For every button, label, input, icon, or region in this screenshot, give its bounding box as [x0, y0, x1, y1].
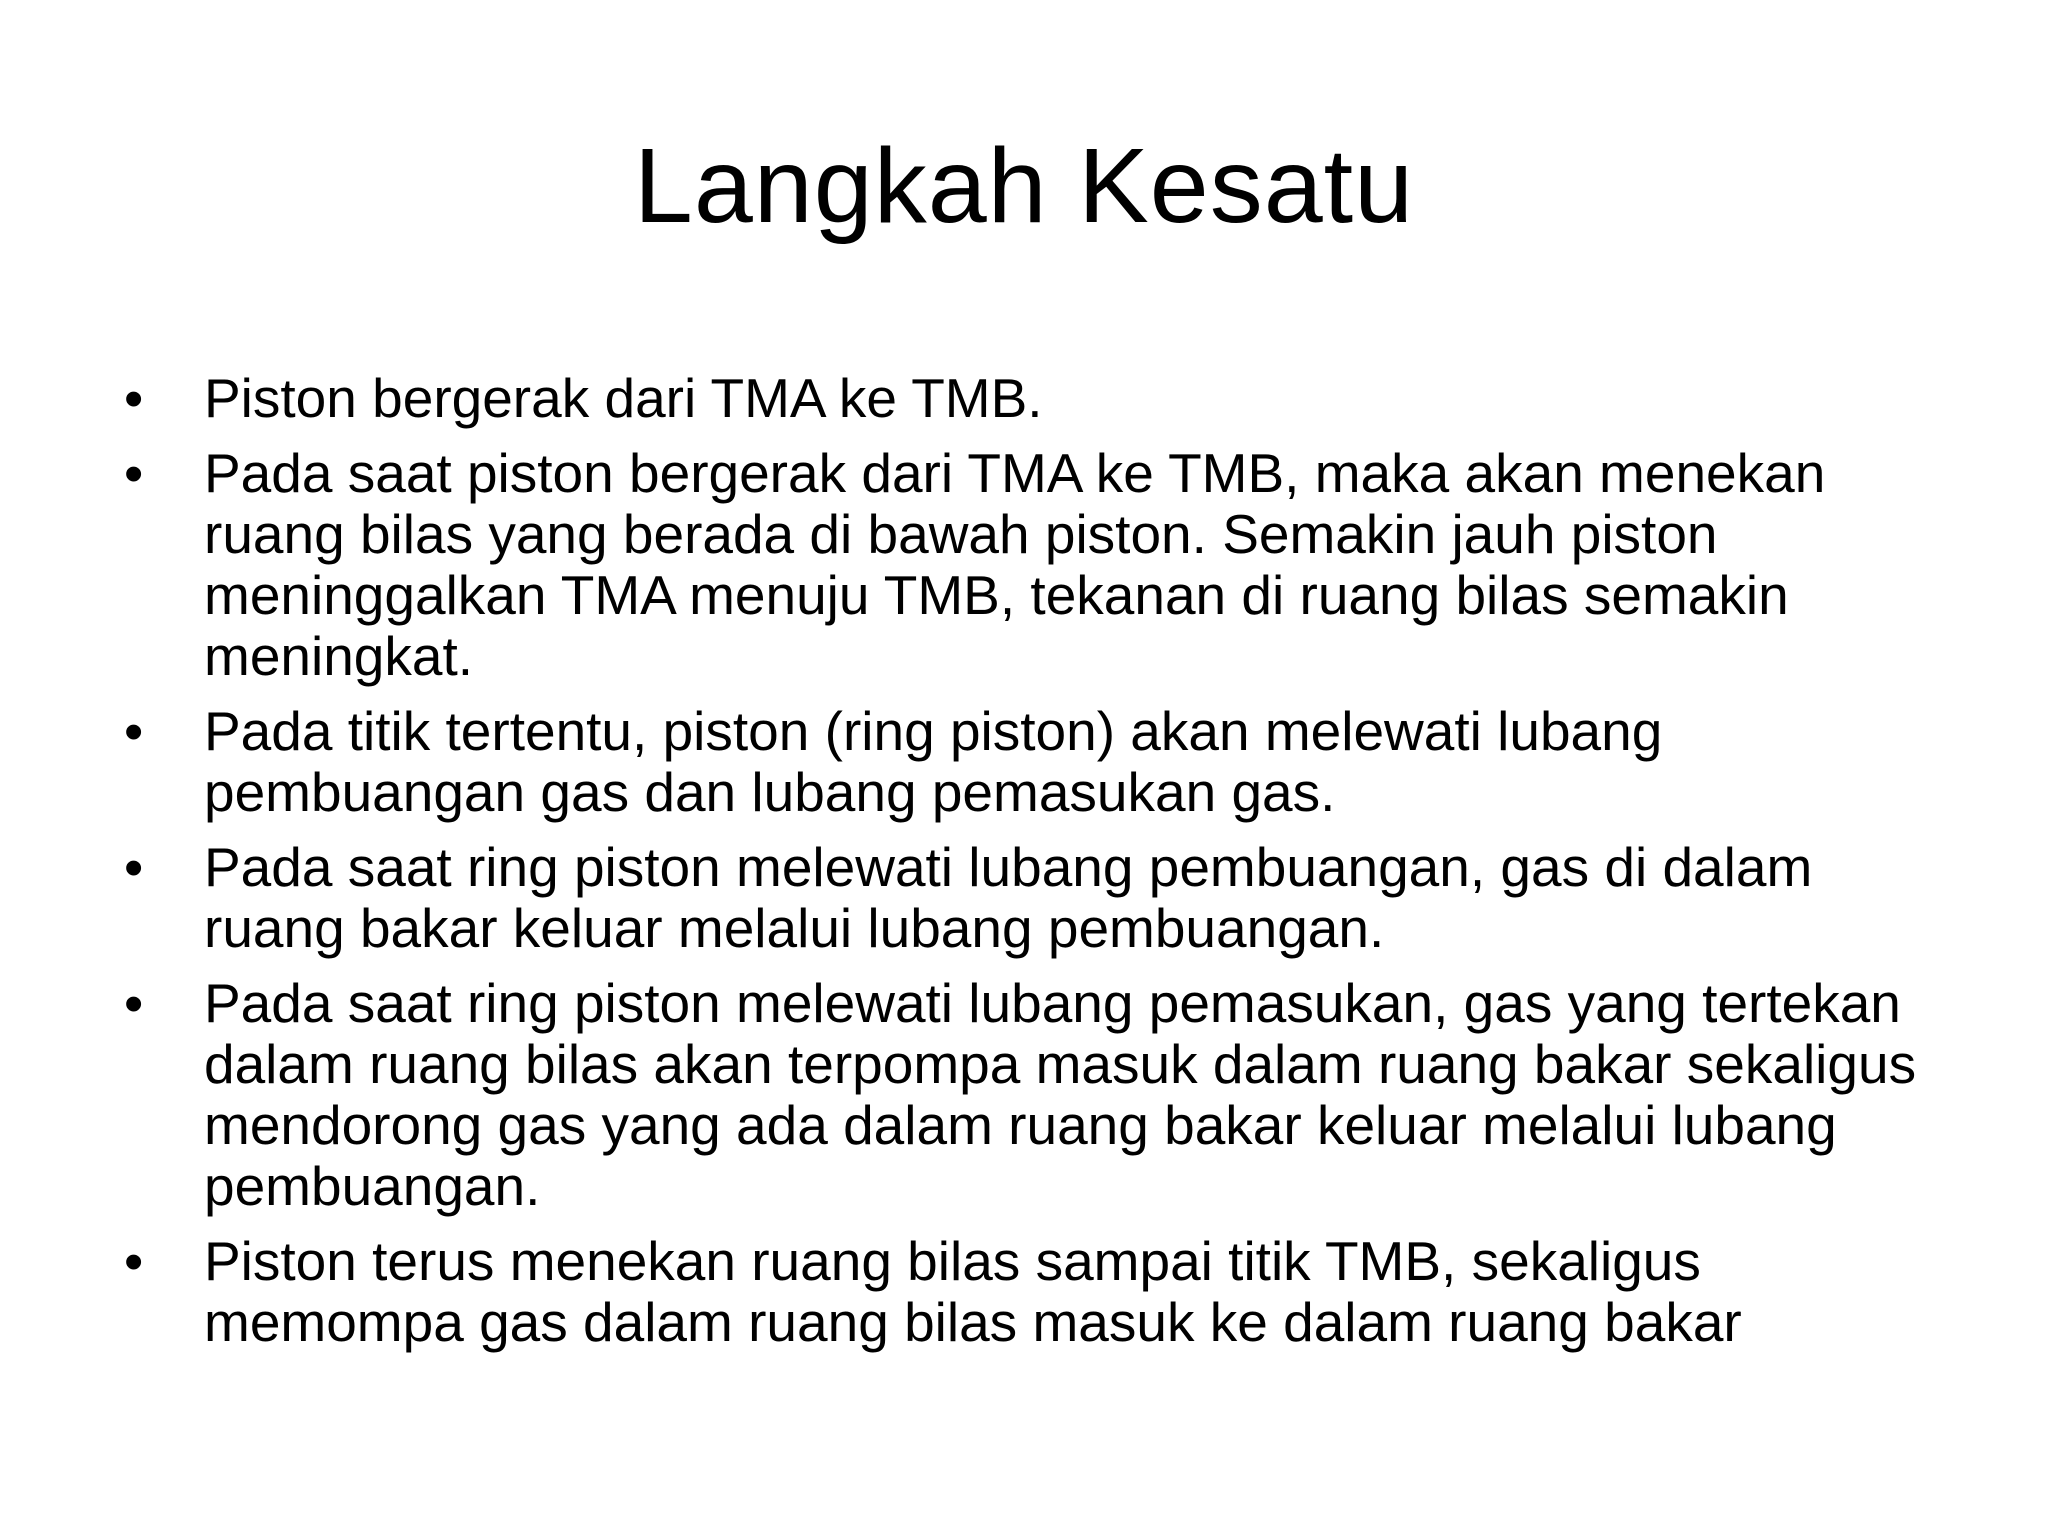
bullet-item-5 — [124, 973, 1924, 1217]
bullet-icon: • — [124, 836, 144, 898]
bullet-icon: • — [124, 442, 144, 504]
bullet-item-6 — [124, 1231, 1924, 1353]
bullet-item-2 — [124, 443, 1924, 687]
bullet-item-3 — [124, 701, 1924, 823]
bullet-icon: • — [124, 700, 144, 762]
bullet-item-1 — [124, 368, 1924, 429]
bullet-text-4: Pada saat ring piston melewati lubang pembuangan, gas di dalam ruang bakar keluar melalui lubang pembuangan. — [204, 836, 1813, 959]
bullet-text-2: Pada saat piston bergerak dari TMA ke TMB, maka akan menekan ruang bilas yang berada di bawah piston. Semakin jauh piston meninggalkan TMA menuju TMB, tekanan di ruang bilas semakin meningkat. — [204, 442, 1826, 687]
bullet-text-3: Pada titik tertentu, piston (ring piston) akan melewati lubang pembuangan gas dan lubang pemasukan gas. — [204, 700, 1663, 823]
slide-title: Langkah Kesatu — [633, 127, 1415, 245]
bullet-icon: • — [124, 972, 144, 1034]
bullet-icon: • — [124, 1230, 144, 1292]
bullet-text-1: Piston bergerak dari TMA ke TMB. — [204, 367, 1043, 429]
bullet-text-5: Pada saat ring piston melewati lubang pemasukan, gas yang tertekan dalam ruang bilas akan terpompa masuk dalam ruang bakar sekaligus mendorong gas yang ada dalam ruang bakar keluar melalui lubang pembuangan. — [204, 972, 1917, 1217]
bullet-item-4 — [124, 837, 1924, 959]
bullet-icon: • — [124, 367, 144, 429]
bullet-text-6: Piston terus menekan ruang bilas sampai titik TMB, sekaligus memompa gas dalam ruang bilas masuk ke dalam ruang bakar — [204, 1230, 1742, 1353]
bullet-list — [124, 368, 1924, 1367]
